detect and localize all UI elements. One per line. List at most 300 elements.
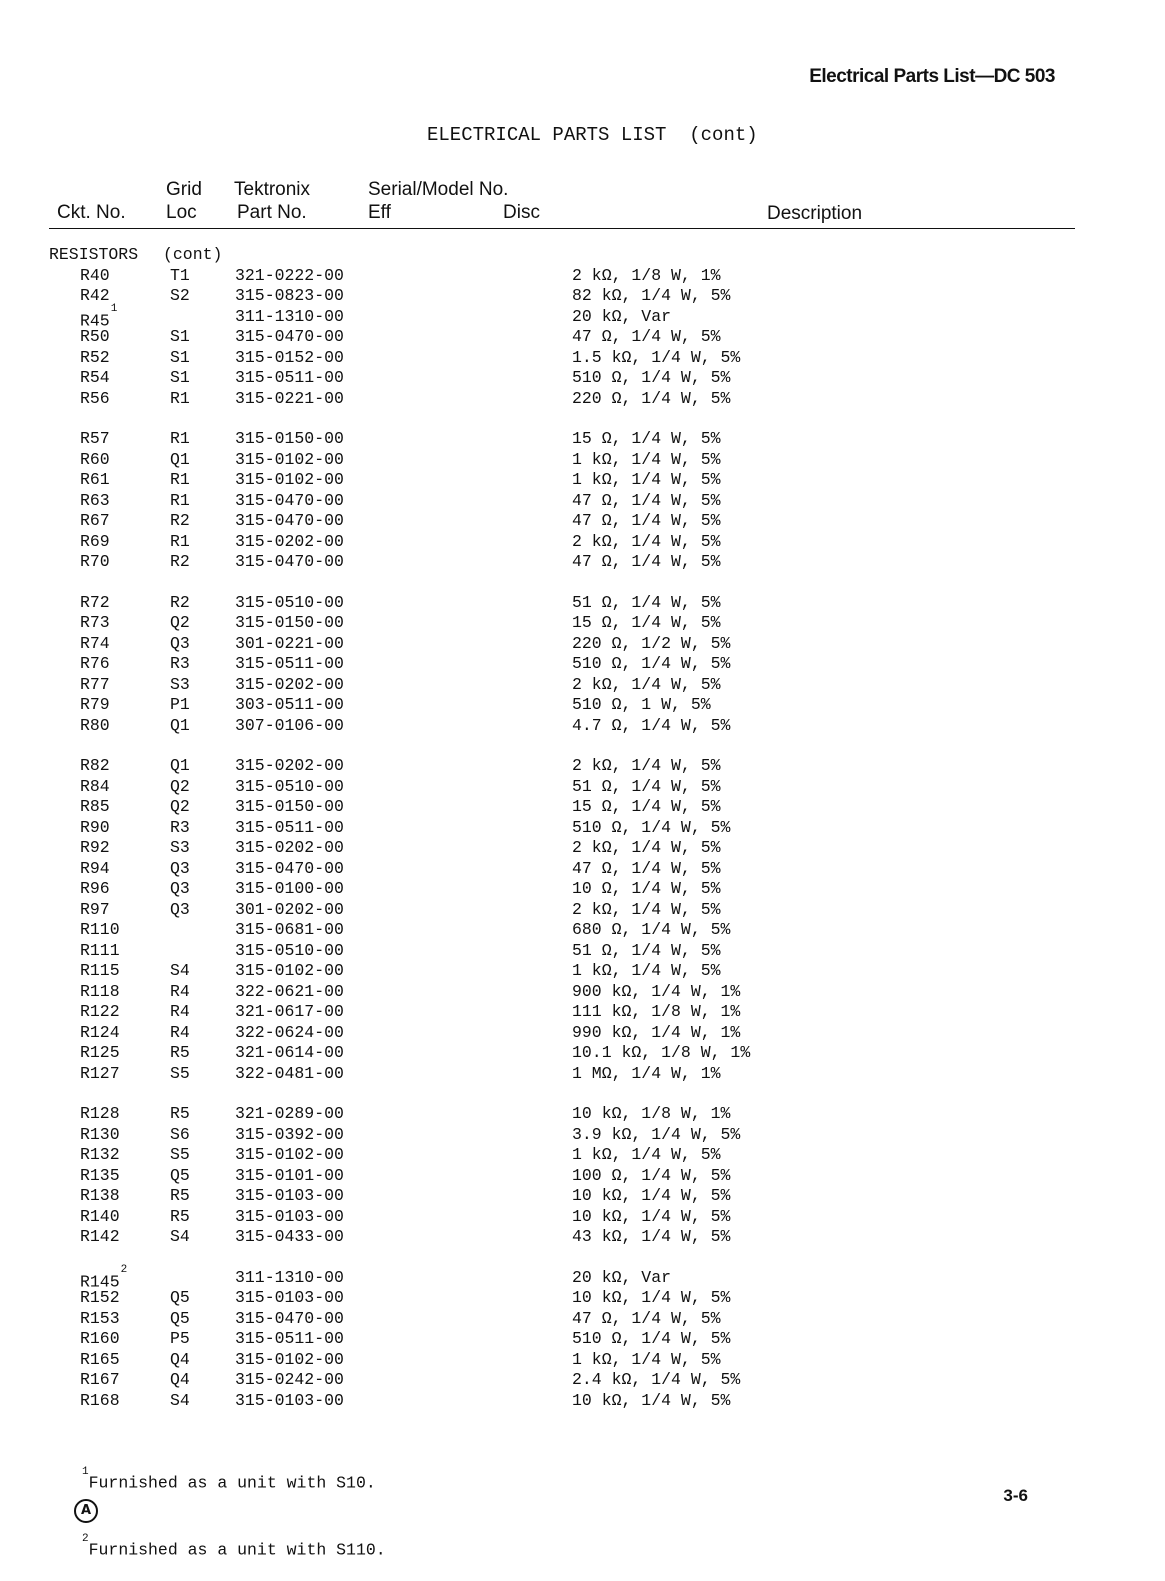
description: 100 Ω, 1/4 W, 5%: [572, 1165, 731, 1185]
part-no: 315-0103-00: [235, 1186, 344, 1205]
ckt-no: [80, 1166, 120, 1187]
ckt-no: [80, 327, 110, 348]
grid-loc: R4: [170, 1022, 190, 1042]
table-row: [0, 838, 1165, 859]
table-row: [0, 879, 1165, 900]
ckt-no: [80, 777, 110, 798]
footnote-2: [82, 1532, 386, 1561]
grid-loc: R5: [170, 1043, 190, 1062]
table-row: [0, 593, 1165, 614]
grid-loc: R1: [170, 388, 190, 408]
ckt-no: [80, 838, 110, 859]
description: 10 kΩ, 1/4 W, 5%: [572, 1206, 731, 1226]
table-row: [0, 1145, 1165, 1166]
grid-loc: S3: [170, 674, 190, 694]
part-no: 315-0202-00: [235, 674, 344, 694]
table-row: [0, 941, 1165, 962]
page-title: ELECTRICAL PARTS LIST (cont): [427, 124, 758, 146]
ckt-no: [80, 532, 110, 553]
grid-loc: Q2: [170, 776, 190, 796]
ckt-no-text: R57: [80, 429, 110, 448]
description: 2 kΩ, 1/4 W, 5%: [572, 899, 721, 919]
table-row: [0, 1207, 1165, 1228]
part-no: 307-0106-00: [235, 715, 344, 735]
ckt-no-text: R142: [80, 1227, 120, 1246]
description: 43 kΩ, 1/4 W, 5%: [572, 1227, 731, 1246]
grid-loc: P1: [170, 695, 190, 714]
footnote-mark: 1: [82, 1466, 89, 1478]
ckt-no: [80, 941, 120, 962]
part-no: 315-0470-00: [235, 858, 344, 878]
part-no: 315-0433-00: [235, 1227, 344, 1246]
ckt-no: [80, 348, 110, 369]
ckt-no: [80, 266, 110, 287]
table-row: [0, 1023, 1165, 1044]
table-row: [0, 1064, 1165, 1085]
description: 1 MΩ, 1/4 W, 1%: [572, 1063, 721, 1083]
col-tek-bottom: Part No.: [237, 202, 307, 223]
part-no: 315-0102-00: [235, 1349, 344, 1369]
ckt-no-text: R61: [80, 470, 110, 489]
ckt-no: [80, 491, 110, 512]
ckt-no-text: R94: [80, 858, 110, 878]
grid-loc: R2: [170, 592, 190, 612]
grid-loc: S1: [170, 368, 190, 387]
ckt-no-text: R124: [80, 1022, 120, 1042]
part-no: 315-0202-00: [235, 756, 344, 775]
table-row: [0, 818, 1165, 839]
ckt-no: [80, 961, 120, 982]
ckt-no-text: R118: [80, 981, 120, 1001]
description: 15 Ω, 1/4 W, 5%: [572, 429, 721, 448]
description: 51 Ω, 1/4 W, 5%: [572, 776, 721, 796]
table-row: [0, 327, 1165, 348]
col-grid-top: Grid: [166, 179, 202, 200]
part-no: 321-0289-00: [235, 1104, 344, 1123]
part-no: 311-1310-00: [235, 306, 344, 326]
ckt-no: [80, 1002, 120, 1023]
part-no: 322-0624-00: [235, 1022, 344, 1042]
table-row: [0, 511, 1165, 532]
table-row: [0, 634, 1165, 655]
grid-loc: R5: [170, 1206, 190, 1226]
grid-loc: S2: [170, 286, 190, 305]
part-no: 301-0221-00: [235, 633, 344, 653]
ckt-no-text: R168: [80, 1390, 120, 1410]
ckt-no-text: R52: [80, 347, 110, 367]
footnote-ref: 2: [120, 1263, 128, 1276]
table-row: [0, 1350, 1165, 1371]
grid-loc: R5: [170, 1186, 190, 1205]
ckt-no: [80, 1186, 120, 1207]
col-description: Description: [767, 203, 863, 224]
grid-loc: Q3: [170, 633, 190, 653]
ckt-no-text: R165: [80, 1349, 120, 1369]
ckt-no-text: R54: [80, 368, 110, 387]
part-no: 315-0510-00: [235, 592, 344, 612]
part-no: 315-0100-00: [235, 879, 344, 898]
ckt-no-text: R42: [80, 286, 110, 305]
ckt-no-text: R50: [80, 327, 110, 346]
ckt-no: [80, 1350, 120, 1371]
table-row: [0, 532, 1165, 553]
footnote-1: [82, 1466, 386, 1494]
table-row: [0, 1125, 1165, 1146]
ckt-no-text: R140: [80, 1206, 120, 1226]
ckt-no: [80, 552, 110, 573]
ckt-no: [80, 1104, 120, 1125]
description: 10 kΩ, 1/8 W, 1%: [572, 1104, 731, 1123]
description: 510 Ω, 1/4 W, 5%: [572, 1329, 731, 1348]
description: 51 Ω, 1/4 W, 5%: [572, 592, 721, 612]
ckt-no-text: R122: [80, 1002, 120, 1021]
description: 1 kΩ, 1/4 W, 5%: [572, 449, 721, 469]
footnotes: [82, 1427, 386, 1581]
ckt-no: [80, 879, 110, 900]
description: 15 Ω, 1/4 W, 5%: [572, 797, 721, 816]
col-eff: Eff: [368, 202, 391, 223]
part-no: 315-0823-00: [235, 286, 344, 305]
description: 20 kΩ, Var: [572, 1267, 672, 1287]
ckt-no: [80, 675, 110, 696]
part-no: 315-0103-00: [235, 1206, 344, 1226]
description: 1 kΩ, 1/4 W, 5%: [572, 470, 721, 489]
ckt-no-text: R74: [80, 633, 110, 653]
ckt-no-text: R132: [80, 1145, 120, 1164]
ckt-no: [80, 470, 110, 491]
table-row: [0, 695, 1165, 716]
table-row: [0, 1002, 1165, 1023]
description: 220 Ω, 1/2 W, 5%: [572, 633, 731, 653]
ckt-no-text: R85: [80, 797, 110, 816]
ckt-no: [80, 450, 110, 471]
ckt-no: [80, 900, 110, 921]
ckt-no-text: R138: [80, 1186, 120, 1205]
part-no: 315-0511-00: [235, 368, 344, 387]
part-no: 315-0470-00: [235, 511, 344, 530]
ckt-no: [80, 1145, 120, 1166]
description: 900 kΩ, 1/4 W, 1%: [572, 981, 741, 1001]
ckt-no-text: R82: [80, 756, 110, 775]
ckt-no: [80, 818, 110, 839]
part-no: 315-0510-00: [235, 940, 344, 960]
description: 10 Ω, 1/4 W, 5%: [572, 879, 721, 898]
ckt-no: [80, 429, 110, 450]
description: 2 kΩ, 1/4 W, 5%: [572, 531, 721, 551]
ckt-no: [80, 634, 110, 655]
ckt-no-text: R153: [80, 1308, 120, 1328]
grid-loc: Q3: [170, 899, 190, 919]
ckt-no: [80, 593, 110, 614]
table-row: [0, 716, 1165, 737]
ckt-no: [80, 1125, 120, 1146]
part-no: 315-0470-00: [235, 327, 344, 346]
page-number: 3-6: [1003, 1486, 1028, 1505]
table-row: [0, 920, 1165, 941]
ckt-no-text: R84: [80, 776, 110, 796]
ckt-no: [80, 389, 110, 410]
part-no: 315-0681-00: [235, 920, 344, 939]
grid-loc: S1: [170, 327, 190, 346]
grid-loc: P5: [170, 1329, 190, 1348]
ckt-no: [80, 1043, 120, 1064]
ckt-no-text: R115: [80, 961, 120, 980]
ckt-no-text: R152: [80, 1288, 120, 1307]
grid-loc: Q3: [170, 879, 190, 898]
parts-table: [0, 245, 1165, 1411]
table-row: [0, 1370, 1165, 1391]
ckt-no: [80, 613, 110, 634]
grid-loc: R2: [170, 552, 190, 571]
description: 4.7 Ω, 1/4 W, 5%: [572, 715, 731, 735]
ckt-no-text: R128: [80, 1104, 120, 1123]
description: 47 Ω, 1/4 W, 5%: [572, 552, 721, 571]
footnote-text: Furnished as a unit with S110.: [88, 1540, 386, 1559]
ckt-no-text: R135: [80, 1165, 120, 1185]
part-no: 315-0103-00: [235, 1288, 344, 1307]
ckt-no: [80, 797, 110, 818]
ckt-no-text: R167: [80, 1370, 120, 1389]
description: 10 kΩ, 1/4 W, 5%: [572, 1186, 731, 1205]
table-row: [0, 1186, 1165, 1207]
grid-loc: S3: [170, 838, 190, 857]
part-no: 321-0222-00: [235, 265, 344, 285]
table-row: [0, 675, 1165, 696]
description: 15 Ω, 1/4 W, 5%: [572, 613, 721, 632]
running-header: Electrical Parts List—DC 503: [809, 66, 1055, 87]
part-no: 322-0481-00: [235, 1063, 344, 1083]
ckt-no-text: R45: [80, 311, 110, 330]
ckt-no-text: R110: [80, 920, 120, 939]
grid-loc: Q1: [170, 715, 190, 735]
tektronix-logo: A: [74, 1499, 98, 1523]
ckt-no: [80, 1329, 120, 1350]
col-disc: Disc: [503, 202, 540, 223]
col-serial-top: Serial/Model No.: [368, 179, 509, 200]
description: 82 kΩ, 1/4 W, 5%: [572, 286, 731, 305]
ckt-no: [80, 654, 110, 675]
part-no: 315-0470-00: [235, 552, 344, 571]
ckt-no-text: R145: [80, 1272, 120, 1291]
ckt-no: [80, 1288, 120, 1309]
footnote-mark: 2: [82, 1532, 89, 1545]
description: 10.1 kΩ, 1/8 W, 1%: [572, 1043, 751, 1062]
ckt-no: [80, 1309, 120, 1330]
table-row: [0, 859, 1165, 880]
grid-loc: S6: [170, 1124, 190, 1144]
ckt-no: [80, 1391, 120, 1412]
part-no: 321-0614-00: [235, 1043, 344, 1062]
table-row: [0, 1104, 1165, 1125]
description: 510 Ω, 1 W, 5%: [572, 695, 711, 714]
footnote-text: Furnished as a unit with S10.: [88, 1473, 376, 1493]
ckt-no: [80, 982, 120, 1003]
table-row: [0, 1329, 1165, 1350]
description: 47 Ω, 1/4 W, 5%: [572, 511, 721, 530]
part-no: 315-0150-00: [235, 613, 344, 632]
col-ckt-no: Ckt. No.: [57, 202, 126, 223]
part-no: 315-0102-00: [235, 470, 344, 489]
part-no: 315-0103-00: [235, 1390, 344, 1410]
grid-loc: T1: [170, 265, 190, 285]
grid-loc: R4: [170, 981, 190, 1001]
part-no: 315-0102-00: [235, 961, 344, 980]
footnote-ref: 1: [110, 302, 118, 315]
part-no: 315-0242-00: [235, 1370, 344, 1389]
table-row: [0, 266, 1165, 287]
table-row: [0, 654, 1165, 675]
ckt-no: [80, 695, 110, 716]
grid-loc: Q5: [170, 1165, 190, 1185]
grid-loc: R5: [170, 1104, 190, 1123]
header-rule: [49, 228, 1075, 229]
description: 2 kΩ, 1/4 W, 5%: [572, 756, 721, 775]
part-no: 315-0221-00: [235, 388, 344, 408]
table-row: [0, 1043, 1165, 1064]
ckt-no: [80, 920, 120, 941]
table-row: [0, 1263, 1165, 1291]
table-row: [0, 302, 1165, 330]
description: 111 kΩ, 1/8 W, 1%: [572, 1002, 741, 1021]
ckt-no-text: R73: [80, 613, 110, 632]
ckt-no-text: R92: [80, 838, 110, 857]
ckt-no-text: R77: [80, 674, 110, 694]
table-row: [0, 470, 1165, 491]
part-no: 315-0102-00: [235, 449, 344, 469]
ckt-no-text: R40: [80, 265, 110, 285]
ckt-no: [80, 1227, 120, 1248]
grid-loc: Q5: [170, 1288, 190, 1307]
grid-loc: Q4: [170, 1370, 190, 1389]
table-row: [0, 1288, 1165, 1309]
grid-loc: R4: [170, 1002, 190, 1021]
description: 10 kΩ, 1/4 W, 5%: [572, 1288, 731, 1307]
ckt-no-text: R60: [80, 449, 110, 469]
ckt-no-text: R127: [80, 1063, 120, 1083]
grid-loc: Q4: [170, 1349, 190, 1369]
grid-loc: Q3: [170, 858, 190, 878]
description: 1.5 kΩ, 1/4 W, 5%: [572, 347, 741, 367]
part-no: 315-0202-00: [235, 531, 344, 551]
part-no: 315-0150-00: [235, 429, 344, 448]
ckt-no-text: R111: [80, 940, 120, 960]
grid-loc: S4: [170, 1390, 190, 1410]
table-row: [0, 756, 1165, 777]
grid-loc: Q5: [170, 1308, 190, 1328]
description: 510 Ω, 1/4 W, 5%: [572, 654, 731, 673]
ckt-no-text: R90: [80, 817, 110, 837]
table-row: [0, 368, 1165, 389]
ckt-no: [80, 1023, 120, 1044]
description: 47 Ω, 1/4 W, 5%: [572, 327, 721, 346]
grid-loc: R2: [170, 511, 190, 530]
description: 3.9 kΩ, 1/4 W, 5%: [572, 1124, 741, 1144]
grid-loc: S1: [170, 347, 190, 367]
description: 20 kΩ, Var: [572, 306, 672, 326]
description: 51 Ω, 1/4 W, 5%: [572, 940, 721, 960]
table-row: [0, 450, 1165, 471]
description: 1 kΩ, 1/4 W, 5%: [572, 1145, 721, 1164]
ckt-no-text: R56: [80, 388, 110, 408]
description: 680 Ω, 1/4 W, 5%: [572, 920, 731, 939]
part-no: 315-0511-00: [235, 817, 344, 837]
part-no: 315-0511-00: [235, 1329, 344, 1348]
ckt-no-text: R76: [80, 654, 110, 673]
grid-loc: R3: [170, 654, 190, 673]
ckt-no: [80, 286, 110, 307]
section-row: [0, 245, 1165, 266]
ckt-no-text: R96: [80, 879, 110, 898]
description: 220 Ω, 1/4 W, 5%: [572, 388, 731, 408]
description: 10 kΩ, 1/4 W, 5%: [572, 1390, 731, 1410]
description: 47 Ω, 1/4 W, 5%: [572, 1308, 721, 1328]
col-tek-top: Tektronix: [234, 179, 311, 200]
table-row: [0, 1227, 1165, 1248]
ckt-no-text: R67: [80, 511, 110, 530]
ckt-no: [80, 1064, 120, 1085]
grid-loc: S4: [170, 961, 190, 980]
grid-loc: S4: [170, 1227, 190, 1246]
description: 990 kΩ, 1/4 W, 1%: [572, 1022, 741, 1042]
ckt-no: [80, 756, 110, 777]
table-row: [0, 348, 1165, 369]
ckt-no: [80, 859, 110, 880]
grid-loc: Q1: [170, 449, 190, 469]
description: 1 kΩ, 1/4 W, 5%: [572, 1349, 721, 1369]
part-no: 303-0511-00: [235, 695, 344, 714]
description: 2.4 kΩ, 1/4 W, 5%: [572, 1370, 741, 1389]
part-no: 315-0101-00: [235, 1165, 344, 1185]
ckt-no: [80, 716, 110, 737]
description: 47 Ω, 1/4 W, 5%: [572, 858, 721, 878]
table-row: [0, 961, 1165, 982]
grid-loc: Q2: [170, 797, 190, 816]
ckt-no-text: R72: [80, 592, 110, 612]
description: 510 Ω, 1/4 W, 5%: [572, 368, 731, 387]
grid-loc: Q2: [170, 613, 190, 632]
section-name: RESISTORS: [49, 245, 139, 264]
ckt-no-text: R130: [80, 1124, 120, 1144]
table-row: [0, 797, 1165, 818]
table-row: [0, 1309, 1165, 1330]
grid-loc: S5: [170, 1063, 190, 1083]
description: 510 Ω, 1/4 W, 5%: [572, 817, 731, 837]
table-row: [0, 389, 1165, 410]
description: 2 kΩ, 1/8 W, 1%: [572, 265, 721, 285]
description: 2 kΩ, 1/4 W, 5%: [572, 838, 721, 857]
table-row: [0, 429, 1165, 450]
ckt-no-text: R160: [80, 1329, 120, 1348]
ckt-no: [80, 368, 110, 389]
grid-loc: S5: [170, 1145, 190, 1164]
part-no: 315-0510-00: [235, 776, 344, 796]
section-cont: (cont): [163, 245, 223, 264]
grid-loc: R1: [170, 490, 190, 510]
ckt-no: [80, 1207, 120, 1228]
description: 47 Ω, 1/4 W, 5%: [572, 490, 721, 510]
part-no: 315-0470-00: [235, 1308, 344, 1328]
ckt-no-text: R63: [80, 490, 110, 510]
table-row: [0, 613, 1165, 634]
table-row: [0, 1391, 1165, 1412]
part-no: 315-0152-00: [235, 347, 344, 367]
table-row: [0, 286, 1165, 307]
part-no: 301-0202-00: [235, 899, 344, 919]
part-no: 321-0617-00: [235, 1002, 344, 1021]
grid-loc: R3: [170, 817, 190, 837]
table-row: [0, 777, 1165, 798]
part-no: 315-0511-00: [235, 654, 344, 673]
